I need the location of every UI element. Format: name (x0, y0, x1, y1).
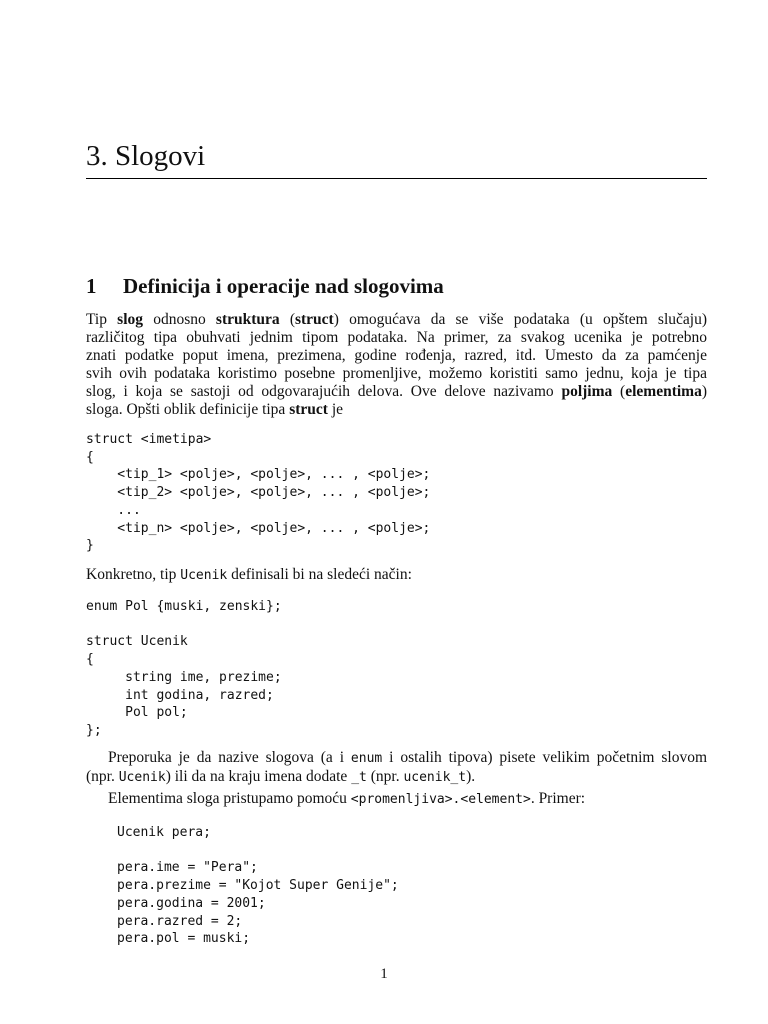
intro-line-2: različitog tipa obuhvati jednim tipom podataka. Na primer, za svakog ucenika je potrebno (86, 329, 707, 346)
code-block-ucenik: enum Pol {muski, zenski}; struct Ucenik { string ime, prezime; int godina, razred; Pol pol; }; (86, 599, 282, 738)
intro-line-3: znati podatke poput imena, prezimena, godine rođenja, razred, itd. Umesto da za pamćenje (86, 347, 707, 364)
concrete-paragraph: Konkretno, tip Ucenik definisali bi na sledeći način: (86, 566, 412, 583)
recommend-paragraph (86, 749, 707, 787)
inline-code-enum: enum (350, 751, 383, 766)
term-poljima: poljima (561, 383, 613, 400)
term-struktura: struktura (215, 311, 280, 328)
intro-line-4: svih ovih podataka koristimo posebne promenljive, možemo koristiti samo jednu, koja je tipa (86, 365, 707, 382)
section-number: 1 (86, 274, 97, 298)
term-struct: struct (294, 311, 334, 328)
intro-line-5: slog, i koja se sastoji od odgovarajućih delova. Ove delove nazivamo poljima (elementima) (86, 383, 707, 400)
access-paragraph: Elementima sloga pristupamo pomoću <promenljiva>.<element>. Primer: (108, 790, 586, 807)
recommend-line-1: Preporuka je da nazive slogova (a i enum i ostalih tipova) pisete velikim početnim slovom (108, 749, 707, 766)
inline-code-ucenik: Ucenik (180, 568, 228, 583)
section-title (86, 274, 444, 299)
inline-code-access-syntax: <promenljiva>.<element> (350, 792, 531, 807)
term-slog: slog (117, 311, 144, 328)
intro-paragraph (86, 311, 707, 419)
section-title-text: Definicija i operacije nad slogovima (123, 274, 444, 298)
intro-line-6: sloga. Opšti oblik definicije tipa struct je (86, 401, 344, 418)
page-number: 1 (380, 966, 388, 982)
inline-code-ucenik-t: ucenik_t (403, 770, 467, 785)
chapter-title: 3. Slogovi (86, 140, 206, 172)
recommend-line-2: (npr. Ucenik) ili da na kraju imena dodate _t (npr. ucenik_t). (86, 768, 476, 785)
intro-line-1: Tip slog odnosno struktura (struct) omogućava da se više podataka (u opštem slučaju) (86, 311, 707, 328)
term-struct-2: struct (289, 401, 328, 418)
inline-code-suffix-t: _t (351, 770, 367, 785)
code-block-general-struct: struct <imetipa> { <tip_1> <polje>, <polje>, ... , <polje>; <tip_2> <polje>, <polje>, ... , <polje>; ... <tip_n> <polje>, <polje>, ... , <polje>; } (86, 432, 431, 554)
term-elementima: elementima (625, 383, 702, 400)
code-block-example: Ucenik pera; pera.ime = "Pera"; pera.prezime = "Kojot Super Genije"; pera.godina = 2001; pera.razred = 2; pera.pol = muski; (117, 825, 399, 947)
chapter-title-rule (86, 178, 707, 179)
inline-code-ucenik-2: Ucenik (118, 770, 166, 785)
